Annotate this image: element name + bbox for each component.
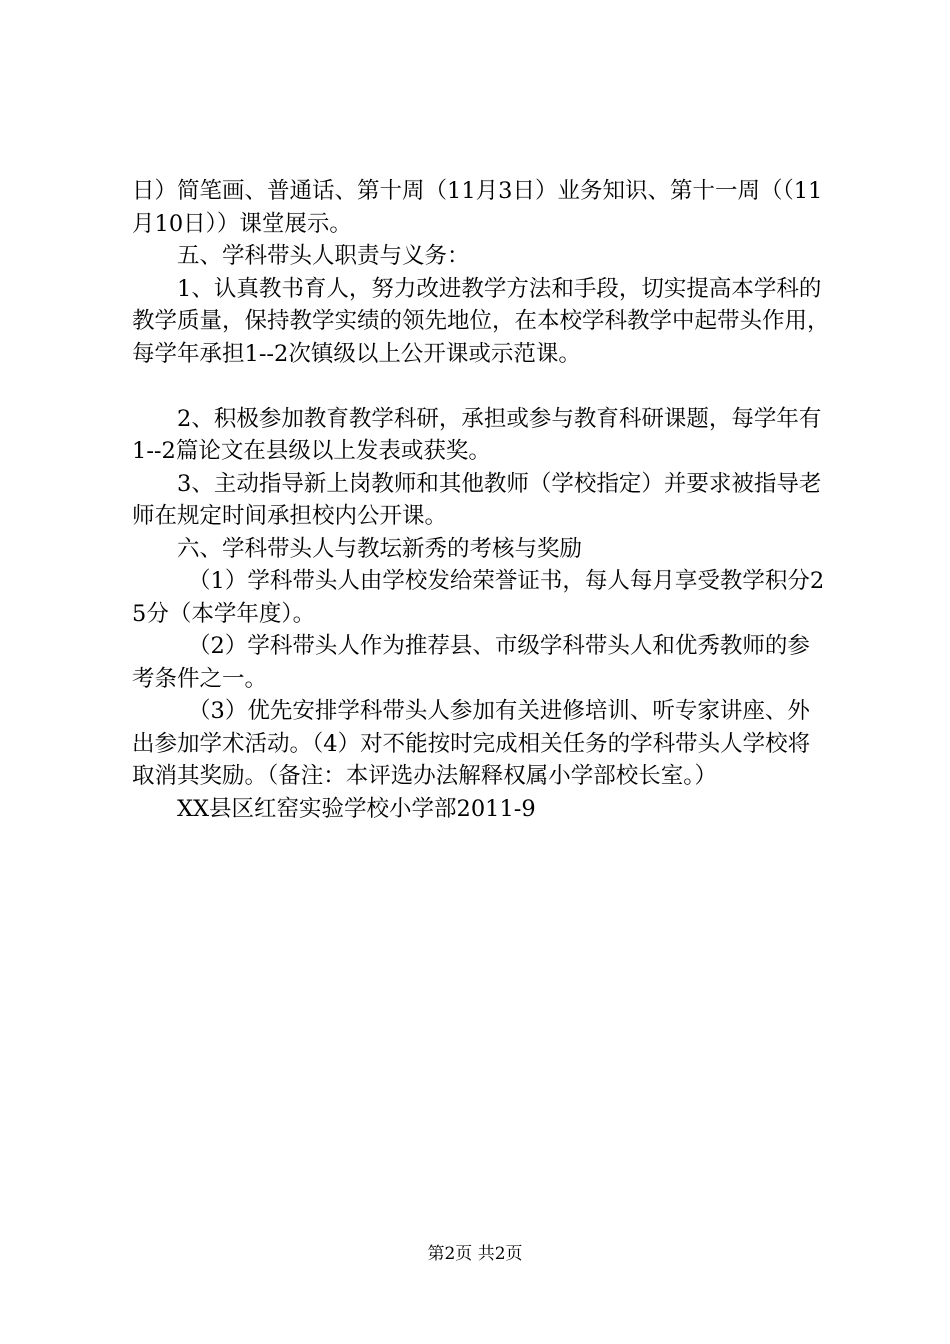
reward-item-1: （1）学科带头人由学校发给荣誉证书，每人每月享受教学积分25分（本学年度）。	[132, 568, 825, 627]
page-footer	[0, 1242, 950, 1266]
section-heading-duties: 五、学科带头人职责与义务：	[177, 243, 470, 269]
page-number: 第2页 共2页	[427, 1244, 523, 1264]
reward-item-3: （3）优先安排学科带头人参加有关进修培训、听专家讲座、外出参加学术活动。（4）对不能按时完成相关任务的学科带头人学校将取消其奖励。（备注：本评选办法解释权属小学部校长室。）	[132, 698, 811, 789]
reward-item-2: （2）学科带头人作为推荐县、市级学科带头人和优秀教师的参考条件之一。	[132, 633, 810, 692]
document-body	[132, 175, 832, 825]
continuation-paragraph: 日）简笔画、普通话、第十周（11月3日）业务知识、第十一周（（11月10日））课堂展示。	[132, 178, 823, 237]
paragraph-spacer	[132, 370, 832, 403]
duty-item-2: 2、积极参加教育教学科研，承担或参与教育科研课题，每学年有1--2篇论文在县级以上发表或获奖。	[132, 405, 822, 464]
section-heading-assessment: 六、学科带头人与教坛新秀的考核与奖励	[177, 535, 583, 562]
signature-line: XX县区红窑实验学校小学部2011-9	[177, 795, 536, 822]
duty-item-3: 3、主动指导新上岗教师和其他教师（学校指定）并要求被指导老师在规定时间承担校内公开课。	[132, 470, 822, 529]
duty-item-1: 1、认真教书育人，努力改进教学方法和手段，切实提高本学科的教学质量，保持教学实绩的领先地位，在本校学科教学中起带头作用，每学年承担1--2次镇级以上公开课或示范课。	[132, 275, 830, 367]
